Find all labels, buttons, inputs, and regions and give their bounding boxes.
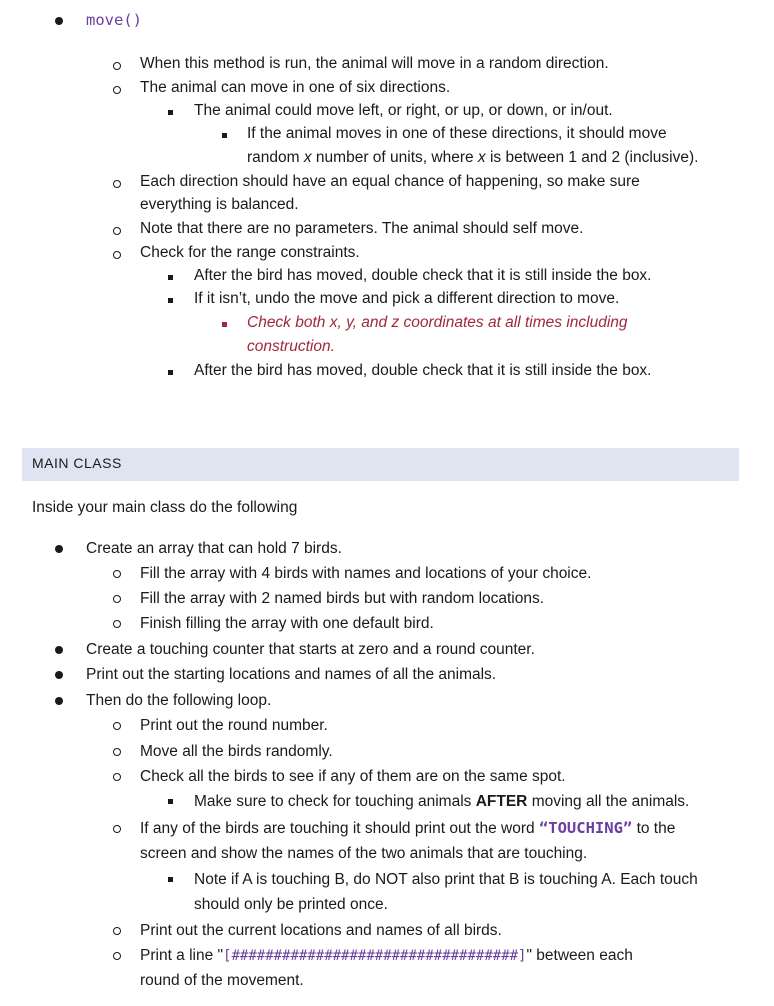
list-item: Create an array that can hold 7 birds. (86, 540, 342, 557)
bullet (55, 545, 63, 553)
list-item: Check for the range constraints. (140, 244, 360, 261)
list-item-continued: construction. (247, 338, 335, 355)
list-item: Fill the array with 4 birds with names and locations of your choice. (140, 565, 592, 582)
bullet (113, 86, 121, 94)
list-item: After the bird has moved, double check that it is still inside the box. (194, 362, 652, 379)
list-item-continued: screen and show the names of the two animals that are touching. (140, 845, 588, 862)
bullet (113, 927, 121, 935)
list-item-continued: everything is balanced. (140, 196, 299, 213)
list-item: If it isn’t, undo the move and pick a different direction to move. (194, 290, 620, 307)
list-item: Print out the starting locations and names of all the animals. (86, 666, 497, 683)
bullet (113, 722, 121, 730)
bullet (113, 952, 121, 960)
list-item-continued: should only be printed once. (194, 896, 388, 913)
list-item: Move all the birds randomly. (140, 743, 333, 760)
method-name: move() (86, 11, 142, 29)
list-item: Note that there are no parameters. The animal should self move. (140, 220, 584, 237)
list-item: If any of the birds are touching it should print out the word “TOUCHING” to the (140, 819, 676, 837)
list-item: Print a line "[##################################]" between each (140, 947, 633, 964)
list-item: Then do the following loop. (86, 692, 272, 709)
bullet (113, 62, 121, 70)
list-item: Each direction should have an equal chance of happening, so make sure (140, 173, 640, 190)
bullet (113, 251, 121, 259)
bullet (113, 748, 121, 756)
list-item: Check both x, y, and z coordinates at all times including (247, 314, 628, 331)
list-item: Finish filling the array with one default bird. (140, 615, 434, 632)
bullet (168, 110, 173, 115)
bullet (113, 227, 121, 235)
bullet (168, 877, 173, 882)
bullet (55, 646, 63, 654)
list-item: When this method is run, the animal will move in a random direction. (140, 55, 609, 72)
list-item: Make sure to check for touching animals AFTER moving all the animals. (194, 793, 690, 810)
bullet (113, 570, 121, 578)
intro-text: Inside your main class do the following (32, 499, 298, 516)
list-item-continued: random x number of units, where x is between 1 and 2 (inclusive). (247, 149, 699, 166)
bullet (55, 17, 63, 25)
bullet (113, 620, 121, 628)
bullet (113, 180, 121, 188)
list-item: The animal could move left, or right, or up, or down, or in/out. (194, 102, 613, 119)
bullet (222, 322, 227, 327)
list-item: Fill the array with 2 named birds but with random locations. (140, 590, 545, 607)
list-item: If the animal moves in one of these directions, it should move (247, 125, 667, 142)
bullet (168, 370, 173, 375)
list-item: Check all the birds to see if any of them are on the same spot. (140, 768, 566, 785)
list-item: After the bird has moved, double check that it is still inside the box. (194, 267, 652, 284)
list-item: Print out the round number. (140, 717, 328, 734)
section-header (22, 448, 739, 481)
bullet (113, 825, 121, 833)
bullet (222, 133, 227, 138)
list-item: The animal can move in one of six directions. (140, 79, 451, 96)
bullet (113, 595, 121, 603)
bullet (168, 298, 173, 303)
section-header-title: MAIN CLASS (32, 455, 122, 471)
list-item-continued: round of the movement. (140, 972, 304, 989)
bullet (168, 275, 173, 280)
list-item: Create a touching counter that starts at zero and a round counter. (86, 641, 535, 658)
list-item: Note if A is touching B, do NOT also print that B is touching A. Each touch (194, 871, 698, 888)
bullet (168, 799, 173, 804)
list-item: Print out the current locations and names of all birds. (140, 922, 502, 939)
bullet (55, 671, 63, 679)
bullet (55, 697, 63, 705)
bullet (113, 773, 121, 781)
